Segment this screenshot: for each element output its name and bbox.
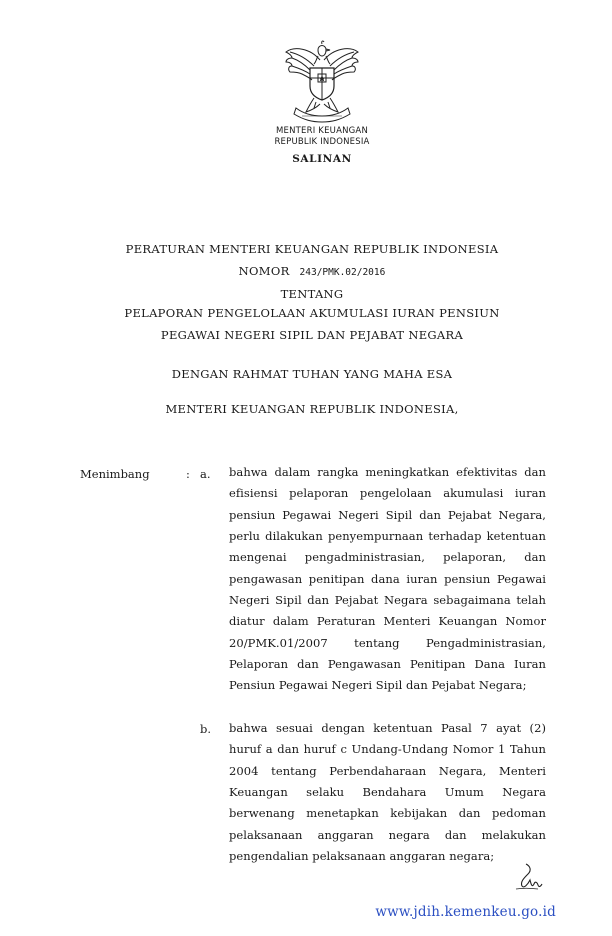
- subject-line-1: PELAPORAN PENGELOLAAN AKUMULASI IURAN PENSIUN: [124, 306, 500, 320]
- menimbang-label: Menimbang: [80, 467, 150, 481]
- nomor-label: NOMOR: [238, 264, 290, 278]
- initials-signature-icon: [512, 862, 544, 892]
- regulation-number: [100, 264, 524, 278]
- item-marker-a: a.: [200, 467, 211, 481]
- footer-website-link[interactable]: www.jdih.kemenkeu.go.id: [375, 904, 556, 920]
- issuer-line-2: REPUBLIK INDONESIA: [274, 137, 370, 147]
- menimbang-colon: :: [186, 467, 190, 481]
- item-marker-b: b.: [200, 722, 212, 736]
- considering-paragraph-a: bahwa dalam rangka meningkatkan efektivitas dan efisiensi pelaporan pengelolaan akumulasi iuran pensiun Pegawai Negeri Sipil dan Pejabat Negara, perlu dilakukan penyempurnaan terhadap ketentuan mengenai pengadministrasian, pelaporan, dan pengawasan penitipan dana iuran pensiun Pegawai Negeri Sipil dan Pejabat Negara sebagaimana telah diatur dalam Peraturan Menteri Keuangan Nomor 20/PMK.01/2007 tentang Pengadministrasian, Pelaporan dan Pengawasan Penitipan Dana Iuran Pensiun Pegawai Negeri Sipil dan Pejabat Negara;: [229, 465, 546, 693]
- garuda-emblem-icon: [280, 38, 364, 124]
- issuer-full: MENTERI KEUANGAN REPUBLIK INDONESIA,: [165, 402, 459, 416]
- invocation: DENGAN RAHMAT TUHAN YANG MAHA ESA: [171, 367, 453, 381]
- issuer-line-1: MENTERI KEUANGAN: [275, 126, 369, 136]
- considering-paragraph-b: bahwa sesuai dengan ketentuan Pasal 7 ayat (2) huruf a dan huruf c Undang-Undang Nomor 1 Tahun 2004 tentang Perbendaharaan Negara, Menteri Keuangan selaku Bendahara Umum Negara berwenang menetapkan kebijakan dan pedoman pelaksanaan anggaran negara dan melakukan pengendalian pelaksanaan anggaran negara;: [229, 721, 546, 864]
- tentang-label: TENTANG: [280, 287, 344, 301]
- nomor-value: 243/PMK.02/2016: [299, 267, 386, 278]
- subject-line-2: PEGAWAI NEGERI SIPIL DAN PEJABAT NEGARA: [160, 328, 464, 342]
- regulation-title: PERATURAN MENTERI KEUANGAN REPUBLIK INDONESIA: [125, 242, 499, 256]
- copy-label: SALINAN: [292, 153, 352, 165]
